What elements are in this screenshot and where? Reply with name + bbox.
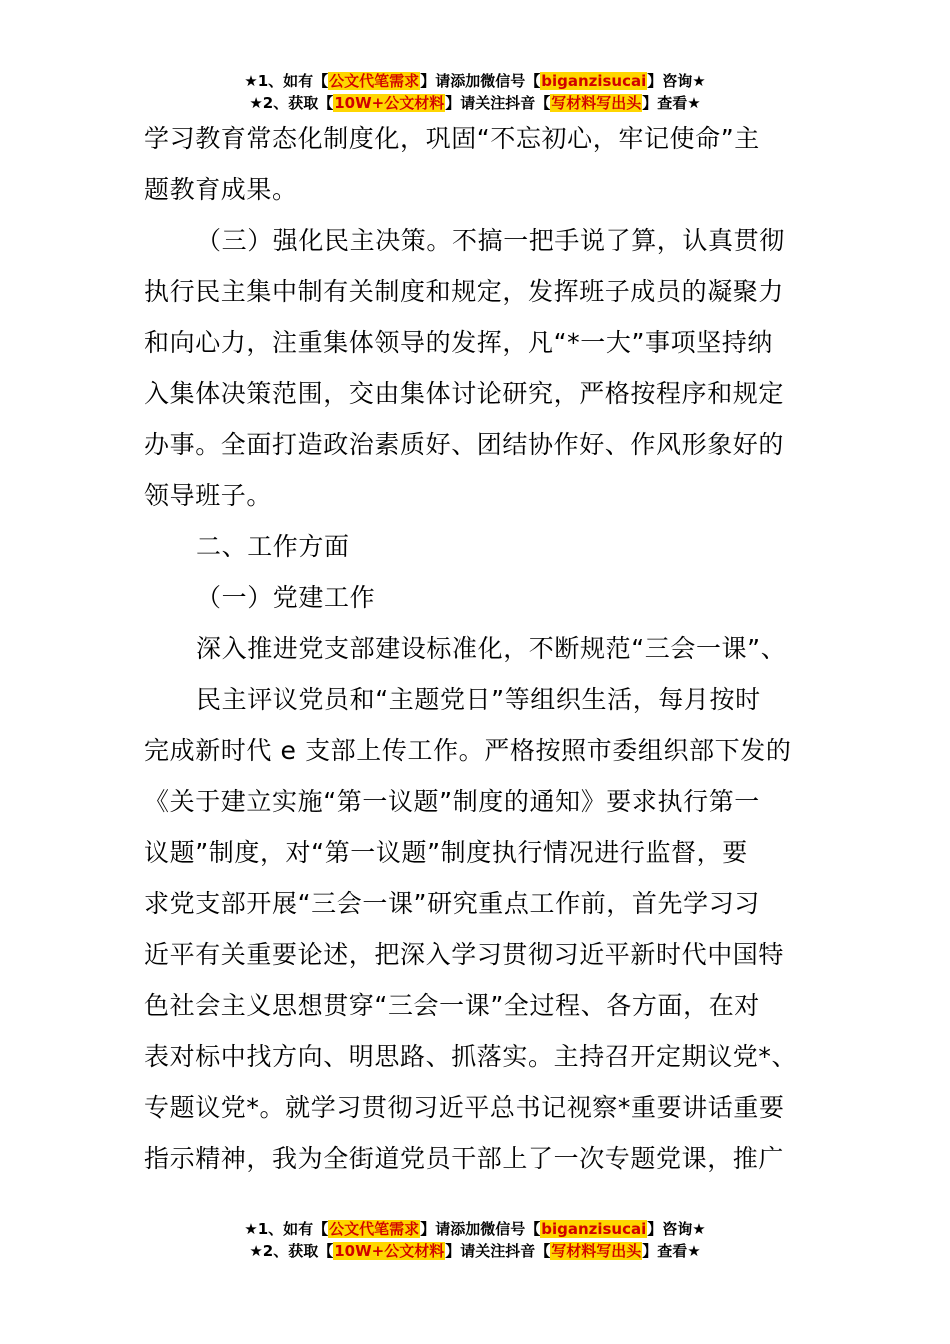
banner-text: ★1、如有【 xyxy=(244,1220,329,1238)
banner-line-2 xyxy=(0,92,950,114)
text-line: 指示精神，我为全街道党员干部上了一次专题党课，推广 xyxy=(144,1144,785,1173)
text-line: 和向心力，注重集体领导的发挥，凡“*一大”事项坚持纳 xyxy=(144,328,774,357)
banner-line-2 xyxy=(0,1240,950,1262)
banner-text: 】查看★ xyxy=(642,1242,701,1260)
wechat-id-highlight: biganzisucai xyxy=(541,1220,647,1238)
text-line: 专题议党*。就学习贯彻习近平总书记视察*重要讲话重要 xyxy=(144,1093,785,1122)
banner-text: 】请关注抖音【 xyxy=(445,94,551,112)
text-line: 深入推进党支部建设标准化，不断规范“三会一课”、 xyxy=(196,634,787,663)
highlight-tag: 10W+公文材料 xyxy=(334,94,445,112)
text-line: 领导班子。 xyxy=(144,481,273,510)
text-line: 《关于建立实施“第一议题”制度的通知》要求执行第一 xyxy=(144,787,760,816)
banner-text: ★1、如有【 xyxy=(244,72,329,90)
banner-text: 】咨询★ xyxy=(647,1220,706,1238)
banner-text: 】请添加微信号【 xyxy=(420,72,541,90)
banner-line-1 xyxy=(0,1218,950,1240)
text-line: 表对标中找方向、明思路、抓落实。主持召开定期议党*、 xyxy=(144,1042,798,1071)
text-line: 入集体决策范围，交由集体讨论研究，严格按程序和规定 xyxy=(144,379,785,408)
banner-text: 】请添加微信号【 xyxy=(420,1220,541,1238)
douyin-highlight: 写材料写出头 xyxy=(551,1242,642,1260)
highlight-tag: 10W+公文材料 xyxy=(334,1242,445,1260)
text-line: （三）强化民主决策。不搞一把手说了算，认真贯彻 xyxy=(196,226,785,255)
text-line: 执行民主集中制有关制度和规定，发挥班子成员的凝聚力 xyxy=(144,277,785,306)
bottom-banner xyxy=(0,1218,950,1262)
text-line: 求党支部开展“三会一课”研究重点工作前，首先学习习 xyxy=(144,889,760,918)
highlight-tag: 公文代笔需求 xyxy=(329,72,420,90)
banner-line-1 xyxy=(0,70,950,92)
text-line: 题教育成果。 xyxy=(144,175,298,204)
top-banner xyxy=(0,70,950,114)
text-line: 学习教育常态化制度化，巩固“不忘初心，牢记使命”主 xyxy=(144,124,760,153)
text-line: 色社会主义思想贯穿“三会一课”全过程、各方面，在对 xyxy=(144,991,760,1020)
highlight-tag: 公文代笔需求 xyxy=(329,1220,420,1238)
wechat-id-highlight: biganzisucai xyxy=(541,72,647,90)
banner-text: ★2、获取【 xyxy=(249,1242,334,1260)
banner-text: ★2、获取【 xyxy=(249,94,334,112)
douyin-highlight: 写材料写出头 xyxy=(551,94,642,112)
banner-text: 】查看★ xyxy=(642,94,701,112)
text-line: 议题”制度，对“第一议题”制度执行情况进行监督，要 xyxy=(144,838,748,867)
banner-text: 】咨询★ xyxy=(647,72,706,90)
text-line: 完成新时代 e 支部上传工作。严格按照市委组织部下发的 xyxy=(144,736,792,765)
text-line: 民主评议党员和“主题党日”等组织生活，每月按时 xyxy=(196,685,761,714)
document-body xyxy=(144,113,812,1184)
banner-text: 】请关注抖音【 xyxy=(445,1242,551,1260)
section-heading: 二、工作方面 xyxy=(196,532,350,561)
subsection-heading: （一）党建工作 xyxy=(196,583,376,612)
text-line: 办事。全面打造政治素质好、团结协作好、作风形象好的 xyxy=(144,430,785,459)
text-line: 近平有关重要论述，把深入学习贯彻习近平新时代中国特 xyxy=(144,940,785,969)
